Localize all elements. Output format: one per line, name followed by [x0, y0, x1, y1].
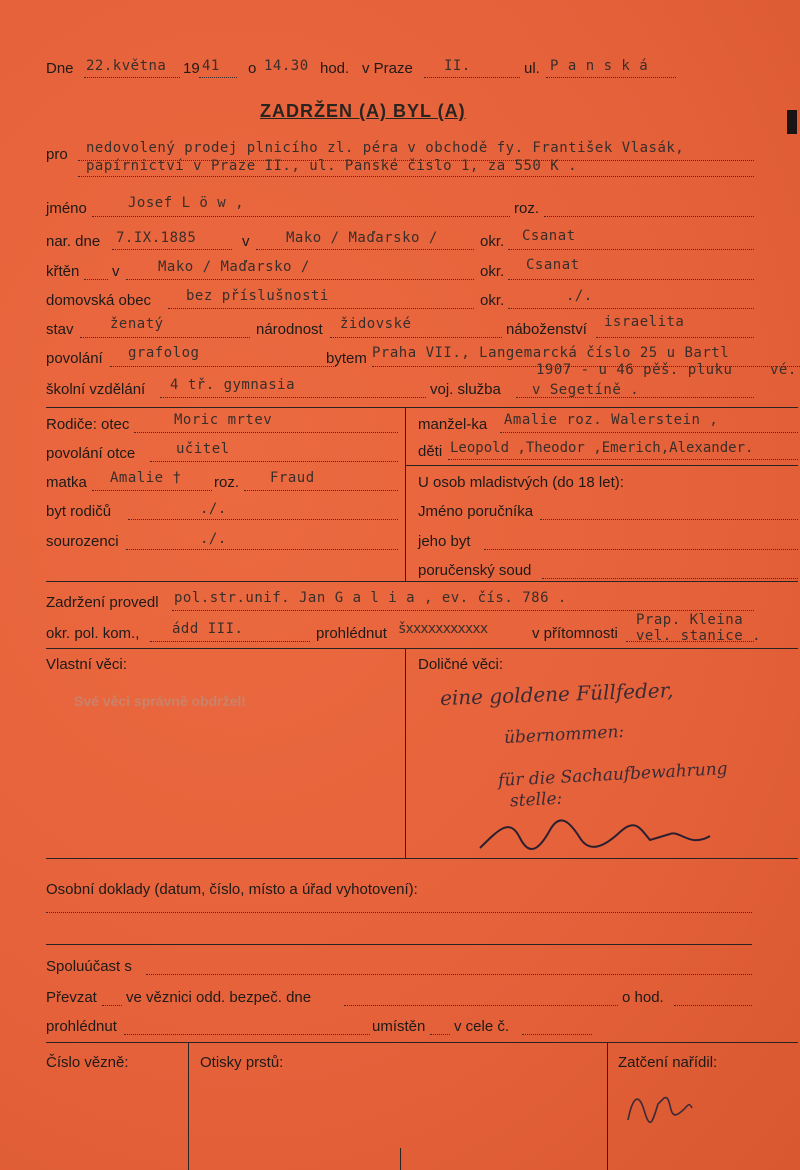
baptized-in-label: v [112, 263, 120, 280]
police-kom-value: ádd III. [172, 621, 244, 637]
hour-label: o hod. [622, 989, 664, 1006]
birth-label: nar. dne [46, 233, 101, 250]
documents-label: Osobní doklady (datum, číslo, místo a úřad vyhotovení): [46, 881, 418, 898]
presence-label: v přítomnosti [532, 625, 618, 642]
birth-okr: Csanat [522, 228, 576, 244]
street-label: ul. [524, 60, 540, 77]
ordered-by-label: Zatčení nařídil: [618, 1054, 718, 1071]
own-belongings-stamp: Své věci správně obdržel! [74, 693, 246, 709]
nationality-label: národnost [256, 321, 323, 338]
evidence-hand-line1: eine goldene Füllfeder, [439, 677, 674, 711]
district-value: II. [444, 58, 471, 74]
guardian-name-label: Jméno poručníka [418, 503, 534, 520]
mother-value: Amalie † [110, 470, 182, 486]
time-label: o [248, 60, 257, 77]
evidence-hand-line4: stelle: [509, 788, 563, 812]
inspected-value: šxxxxxxxxxxx [398, 621, 488, 637]
profession-label: povolání [46, 350, 103, 367]
hod-label: hod. [320, 60, 350, 77]
residence-value: Praha VII., Langemarcká číslo 25 u Bartl [372, 345, 730, 361]
residence-label: bytem [326, 350, 367, 367]
edge-mark [787, 110, 797, 134]
arrest-by-value: pol.str.unif. Jan G a l i a , ev. čís. 786 . [174, 590, 567, 606]
arrest-year: 41 [202, 58, 220, 74]
nationality-value: židovské [340, 316, 412, 332]
name-value: Josef L ö w , [128, 195, 245, 211]
arrest-time: 14.30 [264, 58, 309, 74]
prisoner-no-label: Číslo vězně: [46, 1054, 129, 1071]
mother-label: matka [46, 474, 87, 491]
complicity-label: Spoluúčast s [46, 958, 132, 975]
nee-label: roz. [514, 200, 540, 217]
siblings-value: ./. [200, 531, 227, 547]
spouse-label: manžel-ka [418, 416, 488, 433]
prison-label: ve věznici odd. bezpeč. dne [126, 989, 312, 1006]
reason-label: pro [46, 146, 68, 163]
military-line1: 1907 - u 46 pěš. pluku [536, 362, 733, 378]
domicile-value: bez příslušnosti [186, 288, 329, 304]
residence-extra: vé. [770, 362, 797, 378]
siblings-label: sourozenci [46, 533, 119, 550]
domicile-okr-label: okr. [480, 292, 505, 309]
cell-label: v cele č. [454, 1018, 510, 1035]
education-label: školní vzdělání [46, 381, 146, 398]
education-value: 4 tř. gymnasia [170, 377, 296, 393]
baptized-place: Mako / Maďarsko / [158, 259, 310, 275]
status-value: ženatý [110, 316, 164, 332]
military-label: voj. služba [430, 381, 501, 398]
page-title: ZADRŽEN (A) BYL (A) [260, 101, 466, 121]
dne-label: Dne [46, 60, 74, 77]
spouse-value: Amalie roz. Walerstein , [504, 412, 719, 428]
religion-value: israelita [604, 314, 685, 330]
police-kom-label: okr. pol. kom., [46, 625, 140, 642]
reason-line2: papírnictví v Praze II., ul. Panské čislo 1, za 550 K . [86, 158, 578, 174]
evidence-hand-line3: für die Sachaufbewahrung [497, 759, 729, 791]
guardian-court-label: poručenský soud [418, 562, 532, 579]
arrest-by-label: Zadržení provedl [46, 594, 159, 611]
custody-inspected-label: prohlédnut [46, 1018, 117, 1035]
parents-home-label: byt rodičů [46, 503, 112, 520]
children-value: Leopold ,Theodor ,Emerich,Alexander. [450, 440, 754, 456]
guardian-home-label: jeho byt [418, 533, 471, 550]
father-prof-label: povolání otce [46, 445, 136, 462]
handover-label: Převzat [46, 989, 97, 1006]
city-label: v Praze [362, 60, 413, 77]
father-value: Moric mrtev [174, 412, 273, 428]
minors-label: U osob mladistvých (do 18 let): [418, 474, 624, 491]
birth-place: Mako / Maďarsko / [286, 230, 438, 246]
birth-okr-label: okr. [480, 233, 505, 250]
baptized-label: křtěn [46, 263, 80, 280]
arrest-date: 22.května [86, 58, 167, 74]
military-line2: v Segetíně . [532, 382, 640, 398]
evidence-label: Doličné věci: [418, 656, 504, 673]
birth-in-label: v [242, 233, 250, 250]
mother-nee-value: Fraud [270, 470, 315, 486]
domicile-okr: ./. [566, 288, 593, 304]
own-belongings-label: Vlastní věci: [46, 656, 127, 673]
name-label: jméno [46, 200, 87, 217]
status-label: stav [46, 321, 74, 338]
evidence-hand-line2: übernommen: [503, 721, 625, 749]
parents-home-value: ./. [200, 501, 227, 517]
birth-date: 7.IX.1885 [116, 230, 197, 246]
inspected-label: prohlédnut [316, 625, 387, 642]
baptized-okr-label: okr. [480, 263, 505, 280]
evidence-signature [470, 808, 730, 858]
baptized-okr: Csanat [526, 257, 580, 273]
reason-line1: nedovolený prodej plnicího zl. péra v obchodě fy. František Vlasák, [86, 140, 685, 156]
street-value: P a n s k á [550, 58, 649, 74]
father-prof-value: učitel [176, 441, 230, 457]
profession-value: grafolog [128, 345, 200, 361]
religion-label: náboženství [506, 321, 587, 338]
father-label: Rodiče: otec [46, 416, 130, 433]
ordered-by-signature [618, 1080, 698, 1130]
mother-nee-label: roz. [214, 474, 240, 491]
fingerprints-label: Otisky prstů: [200, 1054, 284, 1071]
presence-line1: Prap. Kleina [636, 612, 744, 628]
year-prefix: 19 [183, 60, 200, 77]
presence-line2: vel. stanice . [636, 628, 762, 644]
domicile-label: domovská obec [46, 292, 152, 309]
children-label: děti [418, 443, 443, 460]
placed-label: umístěn [372, 1018, 426, 1035]
